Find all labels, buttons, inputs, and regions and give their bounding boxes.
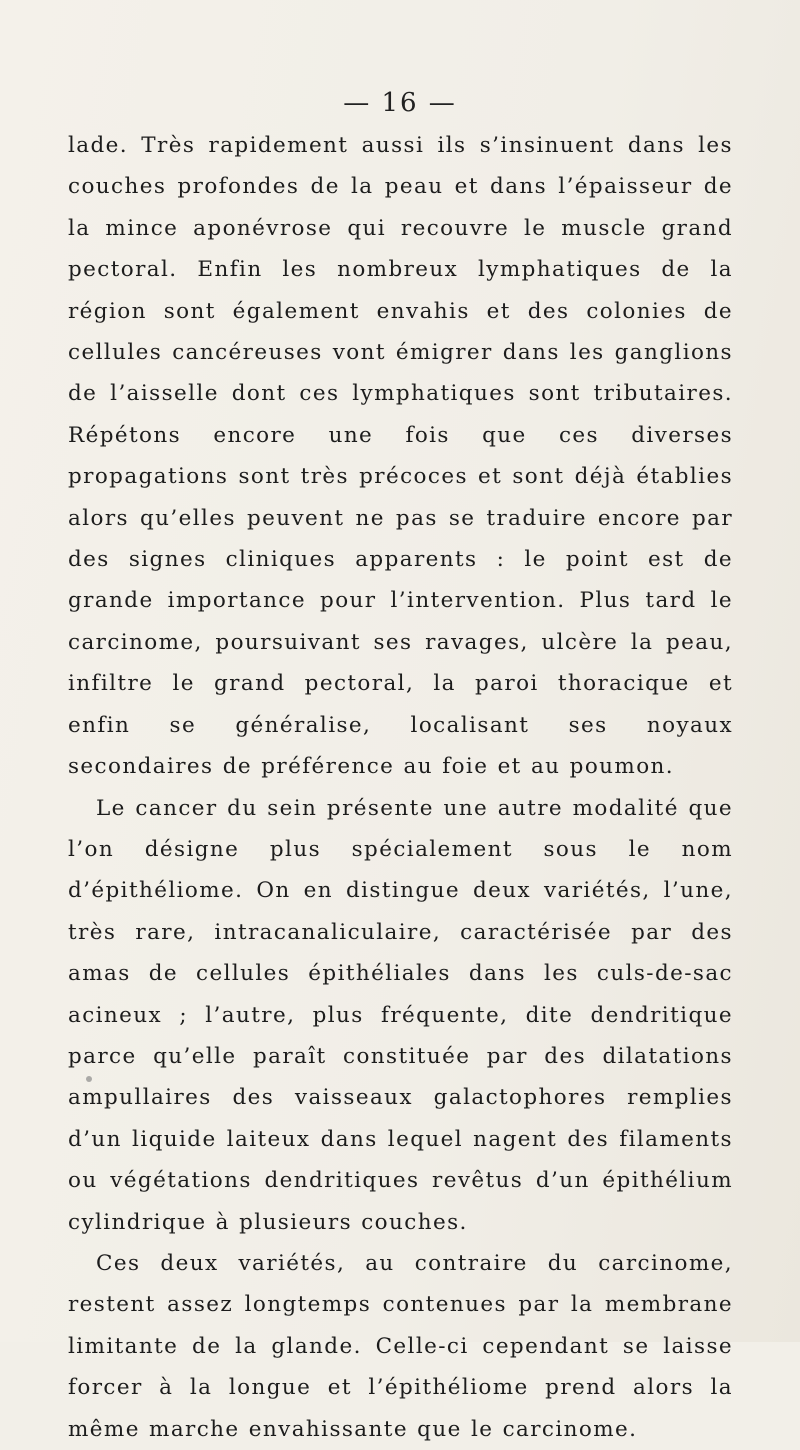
page-number: — 16 — (343, 88, 457, 118)
ink-speck (86, 1076, 92, 1082)
paragraph-2: Le cancer du sein présente une autre modalité que l’on désigne plus spécialement sous le nom d’épithéliome. On en distingue deux variétés, l’une, très rare, intracanaliculaire, caractérisée par des amas de cellules épithéliales dans les culs-de-sac acineux ; l’autre, plus fréquente, dite dendritique parce qu’elle paraît constituée par des dilatations ampullaires des vaisseaux galactophores remplies d’un liquide laiteux dans lequel nagent des filaments ou végétations dendritiques revêtus d’un épithélium cylindrique à plusieurs couches. (68, 795, 733, 1235)
body-text (68, 125, 733, 1450)
paragraph-3: Ces deux variétés, au contraire du carcinome, restent assez longtemps contenues par la membrane limitante de la glande. Celle-ci cependant se laisse forcer à la longue et l’épithéliome prend alors la même marche envahissante que le carcinome. (68, 1250, 733, 1442)
paragraph-1: lade. Très rapidement aussi ils s’insinuent dans les couches profondes de la peau et dans l’épaisseur de la mince aponévrose qui recouvre le muscle grand pectoral. Enfin les nombreux lymphatiques de la région sont également envahis et des colonies de cellules cancéreuses vont émigrer dans les ganglions de l’aisselle dont ces lymphatiques sont tributaires. Répétons encore une fois que ces diverses propagations sont très précoces et sont déjà établies alors qu’elles peuvent ne pas se traduire encore par des signes cliniques apparents : le point est de grande importance pour l’intervention. Plus tard le carcinome, poursuivant ses ravages, ulcère la peau, infiltre le grand pectoral, la paroi thoracique et enfin se généralise, localisant ses noyaux secondaires de préférence au foie et au poumon. (68, 133, 733, 780)
